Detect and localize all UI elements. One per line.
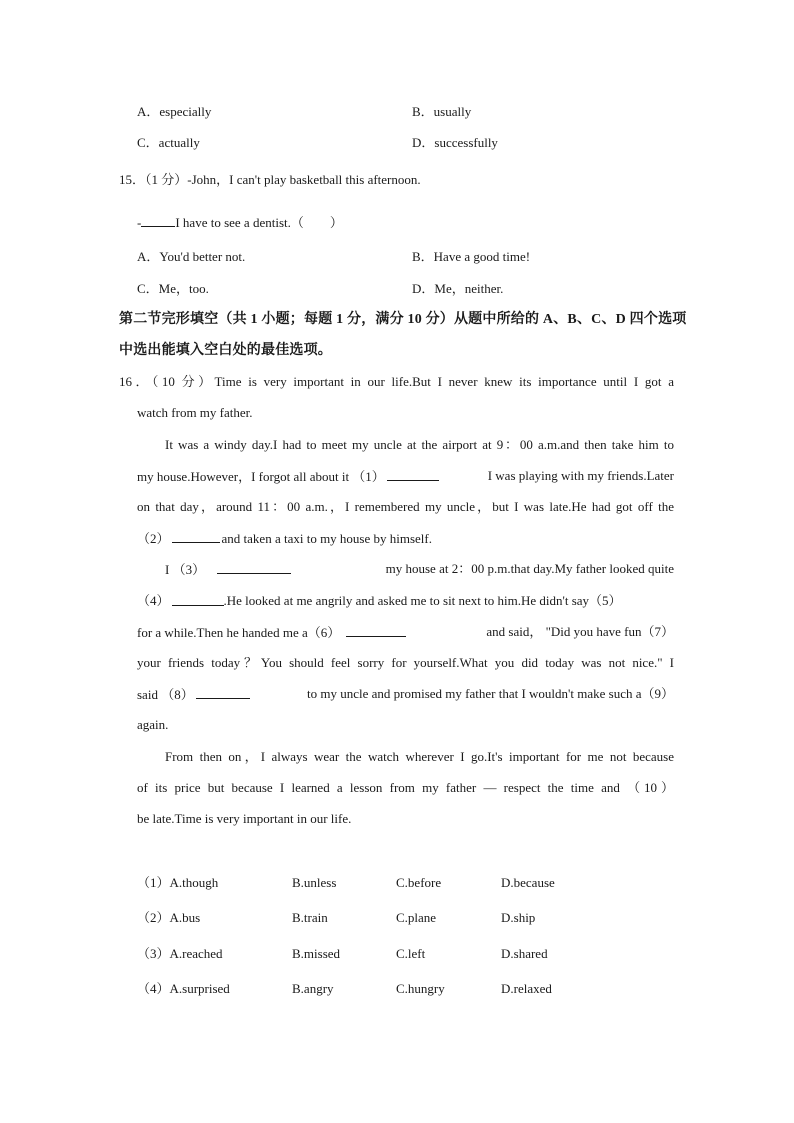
choice-2-b: B.train <box>292 910 328 925</box>
q15-option-b: B．Have a good time! <box>412 249 531 264</box>
p2-line3-tail: and said， "Did you have fun（7） <box>486 624 674 639</box>
q14-option-c: C．actually <box>137 135 200 150</box>
p2-line1-num: I （3） <box>165 562 206 577</box>
p1-line4-num: （2） <box>137 531 170 546</box>
p2-line5-text: to my uncle and promised my father that I wouldn't make such a（9） <box>307 686 674 701</box>
p1-line2 <box>137 466 674 487</box>
blank-2 <box>172 528 220 543</box>
p2-line5 <box>137 684 674 705</box>
choice-1-a: （1）A.though <box>137 875 219 890</box>
p2-line1 <box>165 559 674 580</box>
blank-3 <box>217 559 291 574</box>
q14-option-d: D．successfully <box>412 135 498 150</box>
blank-4 <box>172 591 224 606</box>
section-heading-line2: 中选出能填入空白处的最佳选项。 <box>119 343 332 358</box>
p1-line4 <box>137 528 432 549</box>
choice-1-c: C.before <box>396 875 442 890</box>
p1-line1: It was a windy day.I had to meet my uncle at the airport at 9：00 a.m.and then take him to <box>165 437 674 452</box>
choice-3-b: B.missed <box>292 946 341 961</box>
p3-line2: of its price but because I learned a lesson from my father — respect the time and （10） <box>137 780 674 795</box>
q14-option-a: A．especially <box>137 104 212 119</box>
choice-4-c: C.hungry <box>396 981 445 996</box>
choice-3-c: C.left <box>396 946 426 961</box>
q16-stem-line2: watch from my father. <box>137 405 253 420</box>
blank-8 <box>196 684 250 699</box>
choice-1-d: D.because <box>501 875 555 890</box>
q15-blank <box>141 212 175 227</box>
q15-reply-text: I have to see a dentist.（ ） <box>175 215 343 230</box>
p2-line2-num: （4） <box>137 593 170 608</box>
blank-1 <box>387 466 439 481</box>
choice-4-d: D.relaxed <box>501 981 552 996</box>
q15-reply-dash: - <box>137 215 142 230</box>
q15-stem: 15．（1 分）-John，I can't play basketball this afternoon. <box>119 172 421 187</box>
p2-line6: again. <box>137 717 169 732</box>
p2-line2 <box>137 591 674 611</box>
section-heading-line1: 第二节完形填空（共 1 小题；每题 1 分，满分 10 分）从题中所给的 A、B、C、D 四个选项 <box>119 312 687 327</box>
blank-6 <box>346 622 406 637</box>
q16-stem-line1: 16．（10 分）Time is very important in our life.But I never knew its importance until I got a <box>119 374 674 389</box>
p2-line3 <box>137 622 674 643</box>
choice-3-a: （3）A.reached <box>137 946 223 961</box>
p2-line4: your friends today？You should feel sorry for yourself.What you did today was not nice." I <box>137 655 674 670</box>
choice-3-d: D.shared <box>501 946 548 961</box>
p1-line4-text: and taken a taxi to my house by himself. <box>221 531 432 546</box>
choice-2-d: D.ship <box>501 910 536 925</box>
p1-line2-text: my house.However，I forgot all about it （1） <box>137 469 385 484</box>
choice-2-a: （2）A.bus <box>137 910 201 925</box>
p2-line1-text: my house at 2：00 p.m.that day.My father looked quite <box>385 561 674 576</box>
p3-line3: be late.Time is very important in our life. <box>137 811 352 826</box>
choice-1-b: B.unless <box>292 875 337 890</box>
p1-line3: on that day，around 11：00 a.m.，I remembered my uncle，but I was late.He had got off the <box>137 499 674 514</box>
choice-4-a: （4）A.surprised <box>137 981 230 996</box>
p2-line5-num: said （8） <box>137 687 194 702</box>
choice-2-c: C.plane <box>396 910 437 925</box>
q15-option-c: C．Me，too. <box>137 281 209 296</box>
p2-line3-text: for a while.Then he handed me a（6） <box>137 625 341 640</box>
p2-line2-text: .He looked at me angrily and asked me to sit next to him.He didn't say（5） <box>223 593 622 608</box>
q15-reply <box>137 212 343 233</box>
p1-line2-tail: I was playing with my friends.Later <box>487 468 674 483</box>
choice-4-b: B.angry <box>292 981 334 996</box>
q15-option-d: D．Me，neither. <box>412 281 504 296</box>
q15-option-a: A．You'd better not. <box>137 249 246 264</box>
q14-option-b: B．usually <box>412 104 472 119</box>
p3-line1: From then on，I always wear the watch wherever I go.It's important for me not because <box>165 749 674 764</box>
